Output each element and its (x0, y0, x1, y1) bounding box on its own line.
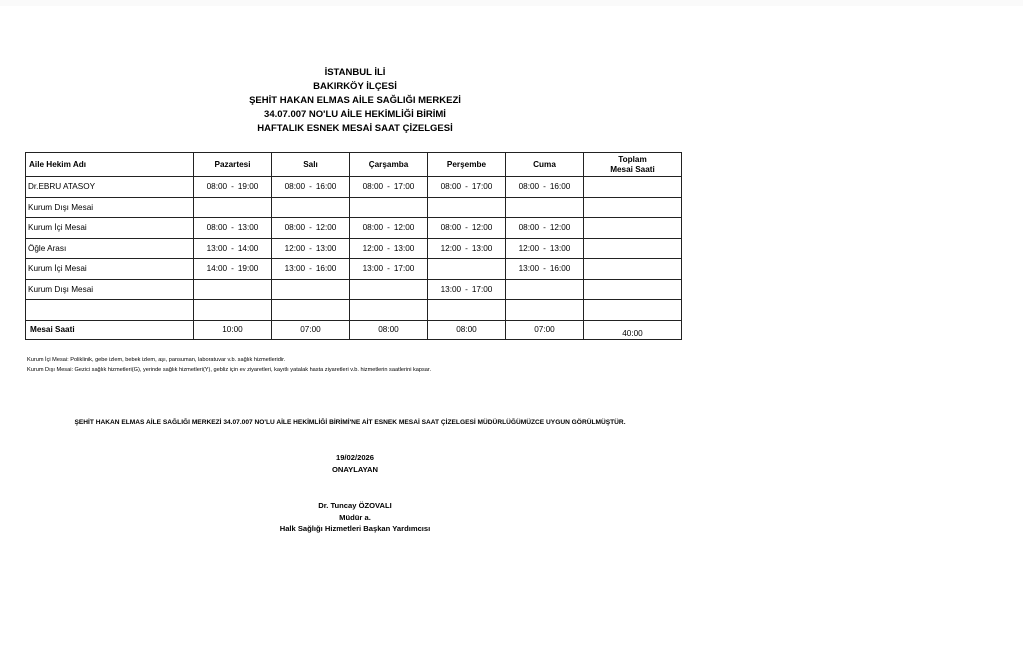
time-cell (506, 300, 584, 321)
time-cell (350, 279, 428, 300)
start-time: 13:00 (284, 264, 306, 274)
time-cell (272, 177, 350, 198)
end-time: 19:00 (237, 182, 259, 192)
time-separator: - (387, 182, 390, 192)
time-cell (506, 259, 584, 280)
start-time: 08:00 (440, 223, 462, 233)
document-header (190, 66, 520, 136)
end-time: 17:00 (471, 284, 493, 294)
signatory-position: Halk Sağlığı Hizmetleri Başkan Yardımcısı (279, 524, 431, 533)
schedule-body (26, 177, 682, 321)
header-center: ŞEHİT HAKAN ELMAS AİLE SAĞLIĞI MERKEZİ (249, 95, 461, 106)
day-total: 10:00 (194, 320, 272, 339)
end-time: 12:00 (315, 223, 337, 233)
row-total (584, 259, 682, 280)
end-time: 16:00 (315, 264, 337, 274)
end-time: 19:00 (237, 264, 259, 274)
end-time: 12:00 (393, 223, 415, 233)
start-time: 08:00 (284, 223, 306, 233)
time-cell (194, 197, 272, 218)
start-time: 08:00 (440, 182, 462, 192)
time-cell (428, 197, 506, 218)
time-cell (272, 259, 350, 280)
time-separator: - (465, 223, 468, 233)
time-cell (506, 197, 584, 218)
time-cell (194, 218, 272, 239)
time-cell (506, 279, 584, 300)
time-cell (506, 218, 584, 239)
header-document-title: HAFTALIK ESNEK MESAİ SAAT ÇİZELGESİ (257, 123, 453, 134)
note-external-hours: Kurum Dışı Mesai: Gezici sağlık hizmetleri(G), yerinde sağlık hizmetleri(Y), gebliz için ev ziyaretleri, kayıtlı yatalak hasta ziyaretleri v.b. hizmetlerin saatlerini kapsar. (27, 367, 432, 373)
grand-total: 40:00 (584, 320, 682, 339)
column-header-day: Çarşamba (350, 153, 428, 177)
start-time: 08:00 (362, 223, 384, 233)
row-total (584, 238, 682, 259)
time-cell (272, 300, 350, 321)
row-label: Kurum İçi Mesai (26, 259, 194, 280)
column-header-day: Cuma (506, 153, 584, 177)
start-time: 12:00 (518, 243, 540, 253)
time-cell (506, 238, 584, 259)
start-time: 13:00 (518, 264, 540, 274)
row-label: Dr.EBRU ATASOY (26, 177, 194, 198)
time-cell (350, 197, 428, 218)
time-cell (428, 300, 506, 321)
time-separator: - (231, 223, 234, 233)
end-time: 13:00 (315, 243, 337, 253)
table-row (26, 177, 682, 198)
signatory-role: Müdür a. (339, 512, 371, 522)
end-time: 13:00 (393, 243, 415, 253)
time-cell (194, 177, 272, 198)
time-separator: - (309, 182, 312, 192)
totals-label: Mesai Saati (26, 320, 194, 339)
column-header-day: Perşembe (428, 153, 506, 177)
day-total: 08:00 (428, 320, 506, 339)
row-label: Kurum İçi Mesai (26, 218, 194, 239)
start-time: 08:00 (206, 223, 228, 233)
end-time: 13:00 (237, 223, 259, 233)
time-cell (428, 238, 506, 259)
end-time: 12:00 (549, 223, 571, 233)
time-separator: - (465, 243, 468, 253)
signature-block (230, 452, 480, 535)
table-row (26, 279, 682, 300)
row-label: Kurum Dışı Mesai (26, 279, 194, 300)
table-row (26, 197, 682, 218)
signatory-name: Dr. Tuncay ÖZOVALI (318, 501, 392, 510)
time-separator: - (387, 264, 390, 274)
time-separator: - (309, 243, 312, 253)
time-separator: - (543, 243, 546, 253)
column-header-day: Pazartesi (194, 153, 272, 177)
table-row (26, 300, 682, 321)
time-separator: - (543, 182, 546, 192)
time-separator: - (309, 223, 312, 233)
time-separator: - (231, 243, 234, 253)
time-cell (194, 238, 272, 259)
schedule-table (25, 152, 682, 340)
day-total: 07:00 (272, 320, 350, 339)
end-time: 16:00 (549, 182, 571, 192)
table-row (26, 259, 682, 280)
time-cell (506, 177, 584, 198)
start-time: 13:00 (362, 264, 384, 274)
row-label: Kurum Dışı Mesai (26, 197, 194, 218)
row-label: Öğle Arası (26, 238, 194, 259)
header-unit: 34.07.007 NO'LU AİLE HEKİMLİĞİ BİRİMİ (264, 109, 446, 120)
time-separator: - (465, 182, 468, 192)
note-internal-hours: Kurum İçi Mesai: Poliklinik, gebe izlem, bebek izlem, aşı, pansuman, laboratuvar v.b. sağlık hizmetleridir. (27, 357, 286, 363)
table-row (26, 238, 682, 259)
approval-statement: ŞEHİT HAKAN ELMAS AİLE SAĞLIĞI MERKEZİ 34.07.007 NO'LU AİLE HEKİMLİĞİ BİRİMİ'NE AİT ESNEK MESAİ SAAT ÇİZELGESİ MÜDÜRLÜĞÜMÜZCE UYGUN GÖRÜLMÜŞTÜR. (74, 419, 626, 426)
time-separator: - (309, 264, 312, 274)
time-cell (428, 279, 506, 300)
time-separator: - (387, 223, 390, 233)
end-time: 17:00 (471, 182, 493, 192)
end-time: 12:00 (471, 223, 493, 233)
row-total (584, 300, 682, 321)
approver-title: ONAYLAYAN (331, 464, 378, 474)
time-cell (428, 177, 506, 198)
row-total (584, 197, 682, 218)
start-time: 12:00 (440, 243, 462, 253)
header-district: BAKIRKÖY İLÇESİ (313, 81, 397, 92)
notes (27, 355, 431, 375)
column-header-total (584, 153, 682, 177)
time-cell (350, 300, 428, 321)
time-cell (272, 238, 350, 259)
time-separator: - (465, 284, 468, 294)
end-time: 16:00 (549, 264, 571, 274)
day-total: 08:00 (350, 320, 428, 339)
time-separator: - (543, 264, 546, 274)
time-cell (272, 218, 350, 239)
time-cell (350, 218, 428, 239)
end-time: 14:00 (237, 243, 259, 253)
time-cell (194, 279, 272, 300)
start-time: 12:00 (284, 243, 306, 253)
time-cell (428, 259, 506, 280)
start-time: 13:00 (206, 243, 228, 253)
time-separator: - (543, 223, 546, 233)
row-total (584, 177, 682, 198)
time-separator: - (231, 182, 234, 192)
column-header-name: Aile Hekim Adı (26, 153, 194, 177)
time-cell (194, 300, 272, 321)
row-total (584, 218, 682, 239)
start-time: 08:00 (284, 182, 306, 192)
time-separator: - (387, 243, 390, 253)
start-time: 08:00 (206, 182, 228, 192)
start-time: 14:00 (206, 264, 228, 274)
time-cell (272, 279, 350, 300)
time-cell (272, 197, 350, 218)
end-time: 17:00 (393, 264, 415, 274)
column-header-total-line1: Toplam (618, 154, 647, 164)
column-header-day: Salı (272, 153, 350, 177)
start-time: 13:00 (440, 284, 462, 294)
time-separator: - (231, 264, 234, 274)
header-province: İSTANBUL İLİ (324, 67, 386, 78)
table-row (26, 218, 682, 239)
time-cell (194, 259, 272, 280)
time-cell (428, 218, 506, 239)
start-time: 12:00 (362, 243, 384, 253)
time-cell (350, 238, 428, 259)
approval-date: 19/02/2026 (335, 453, 374, 462)
time-cell (350, 259, 428, 280)
totals-row (26, 320, 682, 339)
column-header-total-line2: Mesai Saati (610, 164, 655, 174)
time-cell (350, 177, 428, 198)
table-header-row (26, 153, 682, 177)
row-total (584, 279, 682, 300)
end-time: 16:00 (315, 182, 337, 192)
end-time: 13:00 (549, 243, 571, 253)
signature-space (230, 475, 480, 500)
end-time: 17:00 (393, 182, 415, 192)
start-time: 08:00 (518, 182, 540, 192)
day-total: 07:00 (506, 320, 584, 339)
start-time: 08:00 (362, 182, 384, 192)
end-time: 13:00 (471, 243, 493, 253)
start-time: 08:00 (518, 223, 540, 233)
row-label (26, 300, 194, 321)
top-strip (0, 0, 1023, 6)
